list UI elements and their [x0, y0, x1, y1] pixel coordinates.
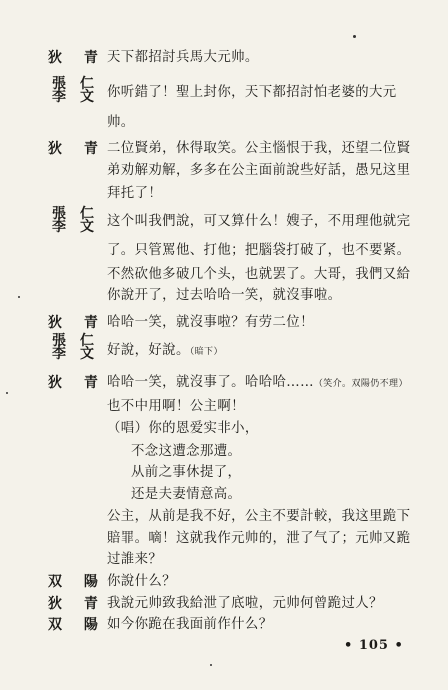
scan-speck [6, 392, 8, 394]
dialogue-line: 拜托了！ [107, 186, 163, 201]
dialogue-line: 过誰来？ [107, 552, 163, 567]
dialogue-line: 公主，从前是我不好，公主不要計較，我这里跪下 [107, 509, 411, 524]
speaker-shuang-yang: 双 陽 [48, 617, 99, 633]
dialogue-line: 不然砍他多破几个头，也就罢了。大哥，我們又給 [107, 267, 411, 282]
speaker-zhang-li: 張 仁 李 文 [52, 333, 94, 362]
speaker-shuang-yang: 双 陽 [48, 574, 99, 590]
dialogue-line: 你說开了，过去哈哈一笑，就沒事啦。 [107, 288, 342, 303]
dialogue-line: 了。只管罵他、打他；把腦袋打破了，也不要紧。 [107, 243, 411, 258]
verse-line: 不念这遭念那遭。 [131, 444, 242, 459]
dialogue-line: 二位賢弟，休得取笑。公主惱恨于我，还望二位賢 [107, 141, 411, 156]
dialogue-line: 这个叫我們說，可又算什么！嫂子，不用理他就完 [107, 214, 411, 229]
dialogue-line: 我說元帅致我給泄了底啦，元帅何曾跪过人？ [107, 596, 383, 611]
scan-speck [18, 296, 20, 298]
dialogue-line: 哈哈一笑，就沒事了。哈哈哈……（笑介。双陽仍不理） [107, 375, 408, 390]
verse-line: 还是夫妻情意高。 [131, 487, 242, 502]
dialogue-line: 賠罪。嘀！这就我作元帅的，泄了气了；元帅又跪 [107, 531, 411, 546]
dialogue-line: 如今你跪在我面前作什么？ [107, 617, 273, 632]
dialogue-line: （唱）你的恩爱实非小， [107, 421, 259, 436]
speaker-di-qing: 狄 青 [48, 141, 99, 157]
dialogue-line: 也不中用啊！公主啊！ [107, 399, 245, 414]
stage-direction: （笑介。双陽仍不理） [313, 379, 408, 389]
dialogue-line: 好說，好說。（暗下） [107, 343, 223, 358]
speaker-di-qing: 狄 青 [48, 315, 99, 331]
dialogue-line: 你听錯了！聖上封你，天下都招討怕老婆的大元 [107, 85, 397, 100]
page-number: • 105 • [344, 638, 404, 653]
dialogue-line: 帅。 [107, 115, 135, 130]
stage-direction: （暗下） [189, 347, 223, 357]
dialogue-line: 天下都招討兵馬大元帅。 [107, 50, 259, 65]
scan-speck [353, 35, 356, 38]
scan-speck [210, 664, 212, 666]
dialogue-line: 你說什么？ [107, 574, 176, 589]
speaker-di-qing: 狄 青 [48, 50, 99, 66]
dialogue-line: 哈哈一笑，就沒事啦？有劳二位！ [107, 315, 314, 330]
speaker-di-qing: 狄 青 [48, 596, 99, 612]
speaker-zhang-li: 張 仁 李 文 [52, 206, 94, 235]
verse-line: 从前之事休提了， [131, 465, 242, 480]
dialogue-line: 弟劝解劝解，多多在公主面前說些好話，愚兄这里 [107, 163, 411, 178]
speaker-di-qing: 狄 青 [48, 375, 99, 391]
speaker-zhang-li: 張 仁 李 文 [52, 76, 94, 105]
